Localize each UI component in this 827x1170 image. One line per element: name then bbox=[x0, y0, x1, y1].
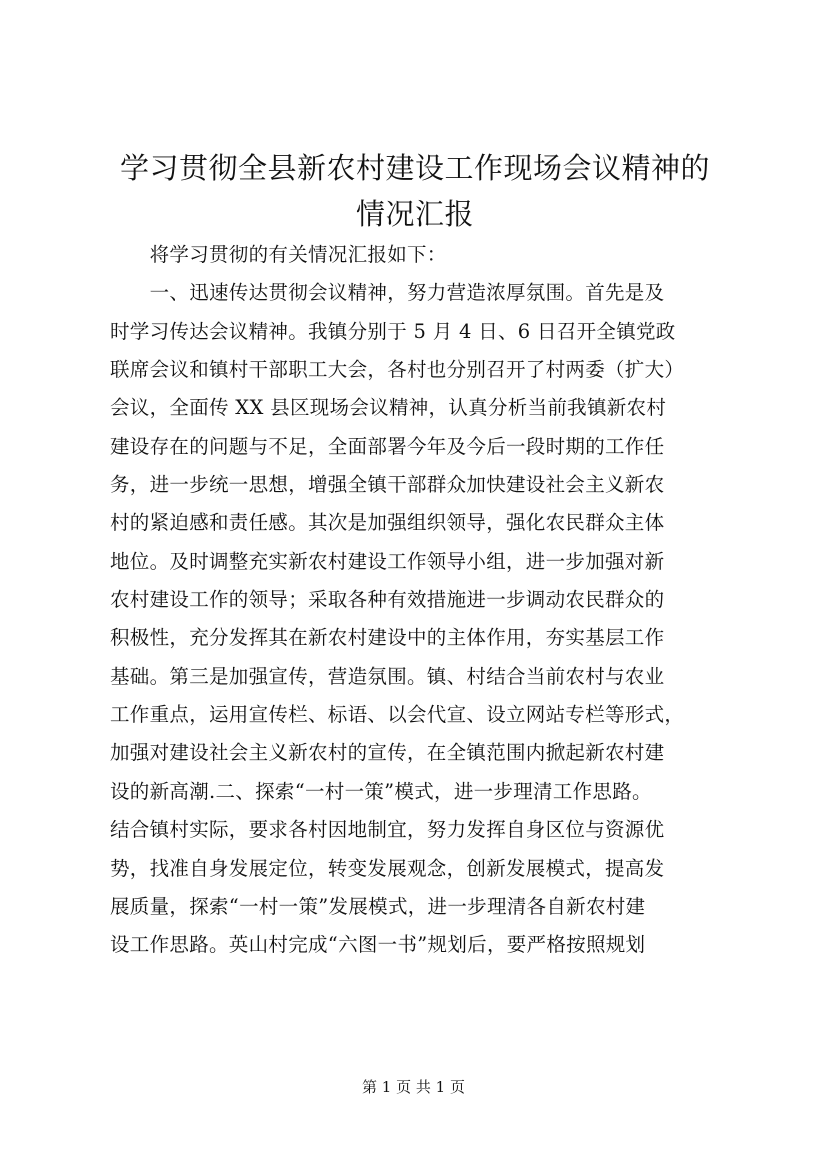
body-line: 联席会议和镇村干部职工大会，各村也分别召开了村两委（扩大） bbox=[110, 358, 685, 382]
body-line: 务，进一步统一思想，增强全镇干部群众加快建设社会主义新农 bbox=[110, 473, 665, 497]
body-line: 建设存在的问题与不足，全面部署今年及今后一段时期的工作任 bbox=[110, 434, 665, 458]
body-line: 积极性，充分发挥其在新农村建设中的主体作用，夯实基层工作 bbox=[110, 626, 665, 650]
document-title bbox=[90, 145, 740, 237]
body-line: 会议，全面传 XX 县区现场会议精神，认真分析当前我镇新农村 bbox=[110, 396, 667, 420]
body-line: 工作重点，运用宣传栏、标语、以会代宣、设立网站专栏等形式， bbox=[110, 703, 685, 727]
body-line: 展质量，探索“一村一策”发展模式，进一步理清各自新农村建 bbox=[110, 894, 646, 918]
body-line: 地位。及时调整充实新农村建设工作领导小组，进一步加强对新 bbox=[110, 549, 665, 573]
body-line: 一、迅速传达贯彻会议精神，努力营造浓厚氛围。首先是及 bbox=[110, 281, 665, 305]
page-footer: 第 1 页 共 1 页 bbox=[362, 1078, 465, 1096]
body-line: 设工作思路。英山村完成“六图一书”规划后，要严格按照规划 bbox=[110, 933, 646, 957]
body-line: 将学习贯彻的有关情况汇报如下： bbox=[110, 243, 447, 266]
body-line: 农村建设工作的领导；采取各种有效措施进一步调动农民群众的 bbox=[110, 588, 665, 612]
document-title-line-1: 学习贯彻全县新农村建设工作现场会议精神的 bbox=[119, 151, 710, 185]
body-line: 结合镇村实际，要求各村因地制宜，努力发挥自身区位与资源优 bbox=[110, 818, 665, 842]
body-line: 加强对建设社会主义新农村的宣传，在全镇范围内掀起新农村建 bbox=[110, 741, 665, 765]
document-title-line-2: 情况汇报 bbox=[355, 197, 474, 231]
body-line: 基础。第三是加强宣传，营造氛围。镇、村结合当前农村与农业 bbox=[110, 664, 665, 688]
body-line: 势，找准自身发展定位，转变发展观念，创新发展模式，提高发 bbox=[110, 856, 665, 880]
body-line: 设的新高潮.二、探索“一村一策”模式，进一步理清工作思路。 bbox=[110, 779, 652, 803]
body-line: 村的紧迫感和责任感。其次是加强组织领导，强化农民群众主体 bbox=[110, 511, 665, 535]
body-line: 时学习传达会议精神。我镇分别于 5 月 4 日、6 日召开全镇党政 bbox=[110, 319, 676, 343]
document-body bbox=[110, 236, 750, 965]
